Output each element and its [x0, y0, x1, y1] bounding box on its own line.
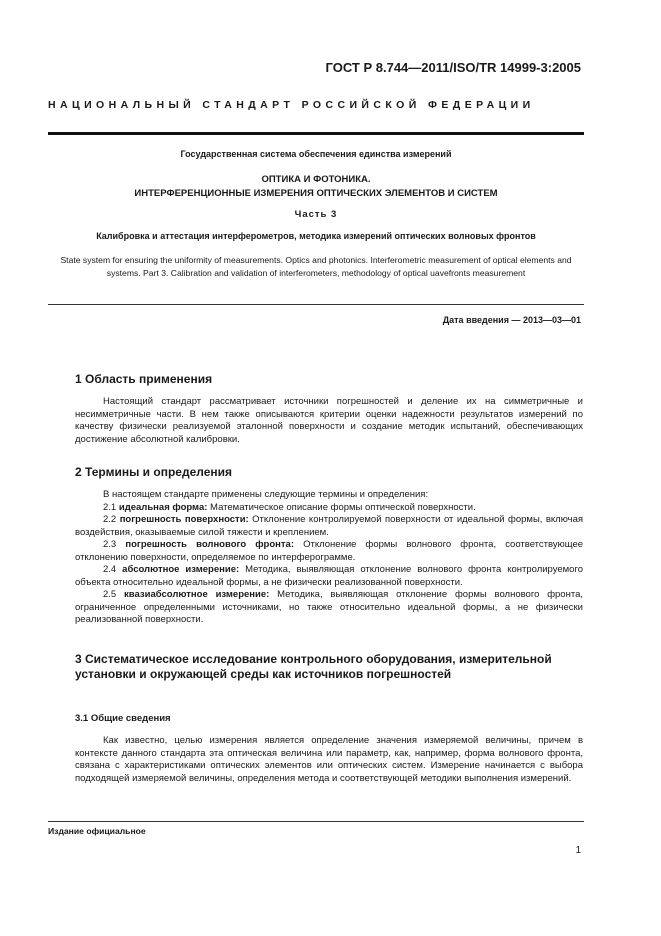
term-item: 2.3 погрешность волнового фронта: Отклонение формы волнового фронта, соответствующее отклонению поверхности, определяемое по интерферограмме.: [75, 539, 584, 563]
term-item: 2.4 абсолютное измерение: Методика, выявляющая отклонение волнового фронта контролируемого объекта относительно идеальной формы, а не физически реализованной поверхности.: [75, 564, 583, 588]
title-line-2: ИНТЕРФЕРЕНЦИОННЫЕ ИЗМЕРЕНИЯ ОПТИЧЕСКИХ ЭЛЕМЕНТОВ И СИСТЕМ: [134, 188, 498, 199]
term-item: 2.2 погрешность поверхности: Отклонение контролируемой поверхности от идеальной формы, включая воздействия, оказываемые силой тяжести и креплением.: [75, 514, 584, 538]
document-code: ГОСТ Р 8.744—2011/ISO/TR 14999-3:2005: [325, 60, 581, 75]
title-line-1: ОПТИКА И ФОТОНИКА.: [261, 174, 371, 185]
term-label: абсолютное измерение:: [122, 564, 240, 575]
edition-label: Издание официальное: [48, 826, 146, 836]
term-label: погрешность поверхности:: [119, 514, 249, 525]
section-2-intro: В настоящем стандарте применены следующие термины и определения:: [103, 489, 429, 500]
section-1-text: [75, 396, 583, 446]
page-number: 1: [575, 845, 581, 856]
introduction-date: Дата введения — 2013—03—01: [442, 315, 581, 325]
section-2-body: [75, 489, 583, 627]
section-3-1-paragraph: Как известно, целью измерения является определение значения измеряемой величины, причем в контексте данного стандарта эта оптическая величина или параметр, как, например, форма волнового фронта, связана с характеристиками оптических элементов или оптических систем. Измерение начинается с выбора подходящей измеряемой величины, определения метода и соответствующей методики выполнения измерений.: [75, 735, 583, 784]
english-title: State system for ensuring the uniformity of measurements. Optics and photonics. Interferometric measurement of optical elements and systems. Part 3. Calibration and validation of interferometers, methodology of optical uavefronts measurement: [60, 255, 572, 278]
term-label: идеальная форма:: [118, 501, 208, 513]
document-subtitle: Калибровка и аттестация интерферометров, методика измерений оптических волновых фронтов: [96, 231, 536, 241]
section-2-heading: 2 Термины и определения: [75, 465, 233, 479]
term-label: квазиабсолютное измерение:: [124, 589, 270, 600]
title-rule: [48, 304, 584, 305]
section-1-paragraph: Настоящий стандарт рассматривает источники погрешностей и деление их на симметричные и несимметричные части. В нем также описываются критерии оценки надежности результатов измерений по качеству физически реализуемой эталонной поверхности и создание методик испытаний, обеспечивающих достижение абсолютной калибровки.: [75, 396, 583, 445]
part-label: Часть 3: [294, 209, 338, 220]
footer-rule: [48, 821, 584, 822]
term-item: 2.1 идеальная форма: Математическое описание формы оптической поверхности.: [103, 501, 476, 513]
section-3-1-heading: 3.1 Общие сведения: [75, 713, 171, 724]
term-item: 2.5 квазиабсолютное измерение: Методика, выявляющая отклонение формы волнового фронта, ограниченное определенными источниками, но также относительно идеальной формы, а не физически реализованной поверхности.: [75, 589, 583, 625]
national-standard-banner: НАЦИОНАЛЬНЫЙ СТАНДАРТ РОССИЙСКОЙ ФЕДЕРАЦИИ: [48, 99, 535, 111]
document-title: [48, 173, 584, 201]
state-system-heading: Государственная система обеспечения единства измерений: [180, 149, 452, 159]
header-rule: [48, 132, 584, 135]
section-3-heading: 3 Систематическое исследование контрольного оборудования, измерительной установки и окружающей среды как источников погрешностей: [75, 652, 552, 681]
section-1-heading: 1 Область применения: [75, 372, 213, 386]
term-label: погрешность волнового фронта:: [125, 539, 294, 550]
section-3-1-text: [75, 735, 583, 785]
